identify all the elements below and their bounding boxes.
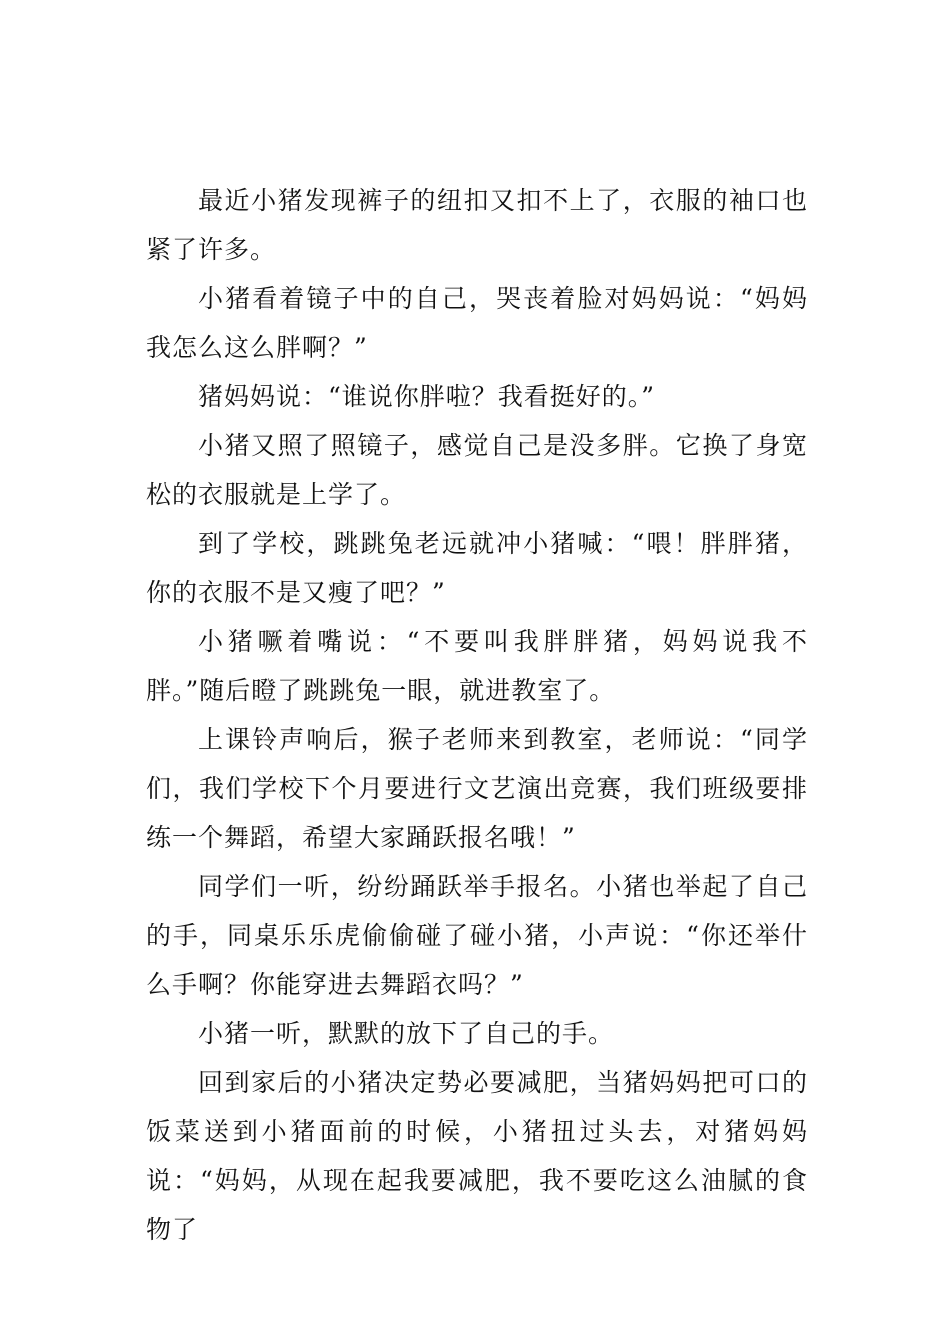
paragraph: 小猪又照了照镜子，感觉自己是没多胖。它换了身宽松的衣服就是上学了。 — [146, 431, 808, 509]
paragraph: 最近小猪发现裤子的纽扣又扣不上了，衣服的袖口也紧了许多。 — [146, 186, 808, 264]
paragraph: 小猪噘着嘴说：“不要叫我胖胖猪，妈妈说我不胖。”随后瞪了跳跳兔一眼，就进教室了。 — [146, 627, 808, 705]
paragraph: 到了学校，跳跳兔老远就冲小猪喊：“喂！胖胖猪，你的衣服不是又瘦了吧？” — [146, 529, 808, 607]
paragraph: 小猪一听，默默的放下了自己的手。 — [198, 1019, 615, 1048]
paragraph: 猪妈妈说：“谁说你胖啦？我看挺好的。” — [198, 382, 656, 411]
paragraph: 同学们一听，纷纷踊跃举手报名。小猪也举起了自己的手，同桌乐乐虎偷偷碰了碰小猪，小声说：“你还举什么手啊？你能穿进去舞蹈衣吗？” — [146, 872, 808, 999]
paragraph: 上课铃声响后，猴子老师来到教室，老师说：“同学们，我们学校下个月要进行文艺演出竞赛，我们班级要排练一个舞蹈，希望大家踊跃报名哦！” — [146, 725, 808, 852]
paragraph: 小猪看着镜子中的自己，哭丧着脸对妈妈说：“妈妈我怎么这么胖啊？” — [146, 284, 808, 362]
paragraph: 回到家后的小猪决定势必要减肥，当猪妈妈把可口的饭菜送到小猪面前的时候，小猪扭过头去，对猪妈妈说：“妈妈，从现在起我要减肥，我不要吃这么油腻的食物了 — [146, 1068, 808, 1244]
story-text — [146, 176, 808, 1254]
